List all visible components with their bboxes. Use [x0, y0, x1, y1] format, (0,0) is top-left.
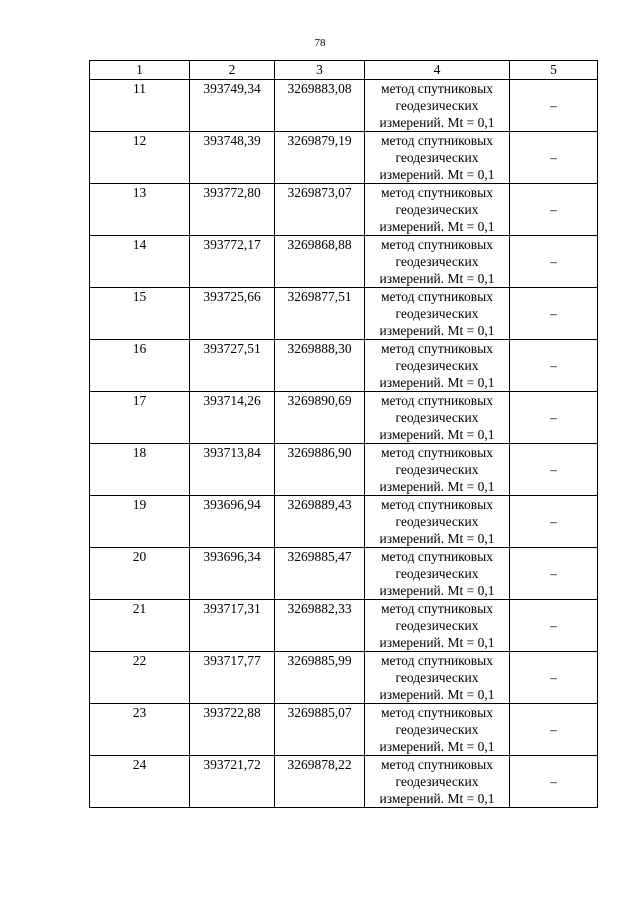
table-row [90, 340, 598, 392]
table-row [90, 496, 598, 548]
y-coordinate-cell: 3269889,43 [275, 496, 365, 548]
y-coordinate-cell: 3269888,30 [275, 340, 365, 392]
method-line: измерений. Mt = 0,1 [379, 375, 495, 390]
table-row [90, 756, 598, 808]
point-number-cell: 11 [90, 80, 190, 132]
method-cell [365, 444, 510, 496]
y-coordinate-cell: 3269868,88 [275, 236, 365, 288]
point-number-cell: 23 [90, 704, 190, 756]
method-cell [365, 496, 510, 548]
note-cell: – [510, 704, 598, 756]
method-line: геодезических [395, 410, 479, 425]
table-row [90, 132, 598, 184]
point-number-cell: 21 [90, 600, 190, 652]
method-line: метод спутниковых [381, 81, 493, 96]
method-cell [365, 80, 510, 132]
method-line: метод спутниковых [381, 705, 493, 720]
point-number-cell: 22 [90, 652, 190, 704]
column-header: 2 [190, 61, 275, 80]
x-coordinate-cell: 393717,77 [190, 652, 275, 704]
note-cell: – [510, 600, 598, 652]
y-coordinate-cell: 3269883,08 [275, 80, 365, 132]
point-number-cell: 12 [90, 132, 190, 184]
x-coordinate-cell: 393772,80 [190, 184, 275, 236]
point-number-cell: 17 [90, 392, 190, 444]
point-number-cell: 18 [90, 444, 190, 496]
method-cell [365, 704, 510, 756]
method-cell [365, 548, 510, 600]
point-number-cell: 16 [90, 340, 190, 392]
method-line: метод спутниковых [381, 497, 493, 512]
note-cell: – [510, 496, 598, 548]
note-cell: – [510, 132, 598, 184]
note-cell: – [510, 236, 598, 288]
y-coordinate-cell: 3269890,69 [275, 392, 365, 444]
method-cell [365, 756, 510, 808]
table-row [90, 288, 598, 340]
method-line: геодезических [395, 98, 479, 113]
method-line: измерений. Mt = 0,1 [379, 323, 495, 338]
method-line: измерений. Mt = 0,1 [379, 115, 495, 130]
method-cell [365, 652, 510, 704]
method-line: измерений. Mt = 0,1 [379, 635, 495, 650]
x-coordinate-cell: 393696,94 [190, 496, 275, 548]
method-line: геодезических [395, 150, 479, 165]
method-line: метод спутниковых [381, 601, 493, 616]
method-line: метод спутниковых [381, 289, 493, 304]
table-row [90, 80, 598, 132]
note-cell: – [510, 340, 598, 392]
note-cell: – [510, 184, 598, 236]
method-cell [365, 132, 510, 184]
method-line: геодезических [395, 358, 479, 373]
method-line: метод спутниковых [381, 445, 493, 460]
table-header-row [90, 61, 598, 80]
point-number-cell: 13 [90, 184, 190, 236]
method-line: геодезических [395, 722, 479, 737]
page-number: 78 [314, 37, 326, 49]
method-line: измерений. Mt = 0,1 [379, 167, 495, 182]
table-row [90, 392, 598, 444]
method-line: метод спутниковых [381, 133, 493, 148]
coordinates-table [89, 60, 598, 808]
method-line: метод спутниковых [381, 185, 493, 200]
method-line: измерений. Mt = 0,1 [379, 583, 495, 598]
x-coordinate-cell: 393772,17 [190, 236, 275, 288]
y-coordinate-cell: 3269873,07 [275, 184, 365, 236]
method-line: геодезических [395, 514, 479, 529]
x-coordinate-cell: 393713,84 [190, 444, 275, 496]
y-coordinate-cell: 3269886,90 [275, 444, 365, 496]
point-number-cell: 15 [90, 288, 190, 340]
x-coordinate-cell: 393749,34 [190, 80, 275, 132]
y-coordinate-cell: 3269877,51 [275, 288, 365, 340]
method-line: метод спутниковых [381, 549, 493, 564]
method-line: метод спутниковых [381, 757, 493, 772]
y-coordinate-cell: 3269885,47 [275, 548, 365, 600]
x-coordinate-cell: 393722,88 [190, 704, 275, 756]
method-cell [365, 340, 510, 392]
note-cell: – [510, 392, 598, 444]
method-line: геодезических [395, 202, 479, 217]
table-row [90, 600, 598, 652]
method-line: измерений. Mt = 0,1 [379, 739, 495, 754]
note-cell: – [510, 652, 598, 704]
method-cell [365, 184, 510, 236]
table-row [90, 652, 598, 704]
method-line: геодезических [395, 774, 479, 789]
column-header: 1 [90, 61, 190, 80]
table-row [90, 704, 598, 756]
y-coordinate-cell: 3269878,22 [275, 756, 365, 808]
x-coordinate-cell: 393721,72 [190, 756, 275, 808]
method-line: геодезических [395, 254, 479, 269]
y-coordinate-cell: 3269879,19 [275, 132, 365, 184]
point-number-cell: 14 [90, 236, 190, 288]
column-header: 3 [275, 61, 365, 80]
note-cell: – [510, 756, 598, 808]
method-line: метод спутниковых [381, 237, 493, 252]
column-header: 5 [510, 61, 598, 80]
y-coordinate-cell: 3269885,07 [275, 704, 365, 756]
column-header: 4 [365, 61, 510, 80]
method-line: измерений. Mt = 0,1 [379, 531, 495, 546]
method-cell [365, 392, 510, 444]
method-line: измерений. Mt = 0,1 [379, 479, 495, 494]
point-number-cell: 19 [90, 496, 190, 548]
x-coordinate-cell: 393714,26 [190, 392, 275, 444]
method-line: метод спутниковых [381, 393, 493, 408]
method-cell [365, 600, 510, 652]
x-coordinate-cell: 393696,34 [190, 548, 275, 600]
note-cell: – [510, 548, 598, 600]
note-cell: – [510, 80, 598, 132]
x-coordinate-cell: 393727,51 [190, 340, 275, 392]
method-line: измерений. Mt = 0,1 [379, 271, 495, 286]
note-cell: – [510, 444, 598, 496]
method-line: измерений. Mt = 0,1 [379, 791, 495, 806]
y-coordinate-cell: 3269885,99 [275, 652, 365, 704]
x-coordinate-cell: 393748,39 [190, 132, 275, 184]
table-row [90, 444, 598, 496]
table-row [90, 184, 598, 236]
method-line: измерений. Mt = 0,1 [379, 687, 495, 702]
table-row [90, 548, 598, 600]
x-coordinate-cell: 393725,66 [190, 288, 275, 340]
method-line: измерений. Mt = 0,1 [379, 219, 495, 234]
method-cell [365, 236, 510, 288]
x-coordinate-cell: 393717,31 [190, 600, 275, 652]
table-row [90, 236, 598, 288]
method-line: геодезических [395, 670, 479, 685]
method-line: геодезических [395, 618, 479, 633]
method-line: метод спутниковых [381, 341, 493, 356]
method-line: геодезических [395, 462, 479, 477]
method-line: метод спутниковых [381, 653, 493, 668]
method-line: геодезических [395, 566, 479, 581]
y-coordinate-cell: 3269882,33 [275, 600, 365, 652]
method-cell [365, 288, 510, 340]
method-line: измерений. Mt = 0,1 [379, 427, 495, 442]
method-line: геодезических [395, 306, 479, 321]
point-number-cell: 24 [90, 756, 190, 808]
note-cell: – [510, 288, 598, 340]
point-number-cell: 20 [90, 548, 190, 600]
